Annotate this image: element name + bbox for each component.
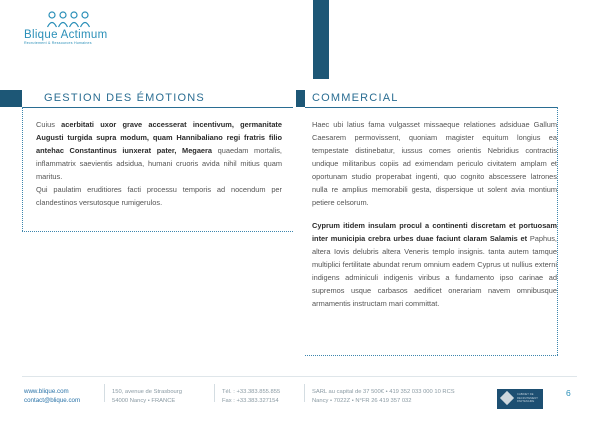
left-title-underline [22, 107, 293, 108]
top-decor-bar [313, 0, 329, 79]
left-section-title: GESTION DES ÉMOTIONS [44, 92, 205, 104]
right-section-title: COMMERCIAL [312, 92, 399, 104]
badge-line-2: RECRUTEMENT [517, 396, 538, 400]
footer-separator [104, 384, 105, 402]
left-box-bottom-border [22, 231, 293, 232]
left-body [36, 118, 282, 209]
badge-diamond-icon [500, 391, 514, 405]
partner-badge [497, 389, 543, 409]
fax-line: Fax : +33.383.327154 [222, 397, 279, 404]
footer-address [112, 388, 182, 405]
legal-line-1: SARL au capital de 37 500€ • 419 352 033 000 10 RCS [312, 389, 455, 395]
right-body [312, 118, 557, 310]
left-box-left-border [22, 107, 23, 231]
address-line-2: 54000 Nancy • FRANCE [112, 397, 176, 404]
left-p1-bold: acerbitati uxor grave accesserat incentivum, germanitate Augusti turgida supra modum, quam Hannibaliano regi fratris filio antehac Constantinus iunxerat pater, Megaera [36, 120, 283, 155]
footer-links [24, 388, 80, 405]
footer-legal [312, 388, 455, 405]
legal-line-2: Nancy • 7022Z • N°FR 26 419 357 032 [312, 397, 412, 404]
right-box-right-border [557, 107, 558, 355]
left-p2: Qui paulatim eruditiores facti processu temporis ad nocendum per clandestinos versutosque rumigerulos. [36, 185, 282, 207]
website-link[interactable]: www.blique.com [24, 388, 69, 395]
right-p2-bold: Cyprum itidem insulam procul a continenti discretam et portuosam inter municipia crebra urbes duae faciunt claram Salamis et [312, 221, 557, 243]
footer-separator [304, 384, 305, 402]
right-p1: Haec ubi latius fama vulgasset missaeque relationes adsiduae Gallum Caesarem permovissent, quoniam magister equitum longius ea tempestate distinebatur, iussus comes orientis Nebridius contractis undique militaribus copiis ad eximendam periculo civitatem amplam et oportunam studio properabat ingenti, quo cognito abscessere latrones nulla re amplius memorabili gesta, dispersique ut solent avia montium petiere celsorum. [312, 120, 557, 207]
badge-line-3: PARTENAIRE [517, 400, 535, 404]
email-link[interactable]: contact@blique.com [24, 396, 81, 404]
address-line-1: 150, avenue de Strasbourg [112, 389, 182, 395]
right-p2-rest: Paphus, altera Iovis delubris altera Veneris templo insignis. tanta autem tamque multiplici fertilitate abundat rerum omnium eadem Cyprus ut nullius externi indigens adminiculi indigenis viribus a fundamento ipso carinae ad supremos usque carbasos aedificet onerariam navem omnibusque armamentis instructam mari committat. [312, 234, 557, 308]
page-number: 6 [566, 388, 571, 398]
footer-separator [214, 384, 215, 402]
right-title-underline [305, 107, 557, 108]
badge-text [517, 393, 538, 404]
right-p2 [312, 219, 557, 310]
left-section-accent [0, 90, 22, 107]
right-section-accent [296, 90, 305, 107]
right-box-bottom-border [305, 355, 558, 356]
logo-name: Blique Actimum [24, 29, 108, 41]
badge-line-1: CABINET DE [517, 393, 534, 396]
left-p1-rest: quaedam mortalis, inflammatrix saevientis adsidua, humani cruoris avida nihil mitius quam maritus. [36, 146, 282, 181]
footer-divider [22, 376, 577, 377]
footer-phone [222, 388, 280, 405]
left-p1-lead: Cuius [36, 120, 62, 129]
logo-tagline: Recrutement & Ressources Humaines [24, 41, 92, 45]
tel-line: Tél. : +33.383.855.855 [222, 389, 281, 395]
logo-people-icon [46, 10, 92, 30]
